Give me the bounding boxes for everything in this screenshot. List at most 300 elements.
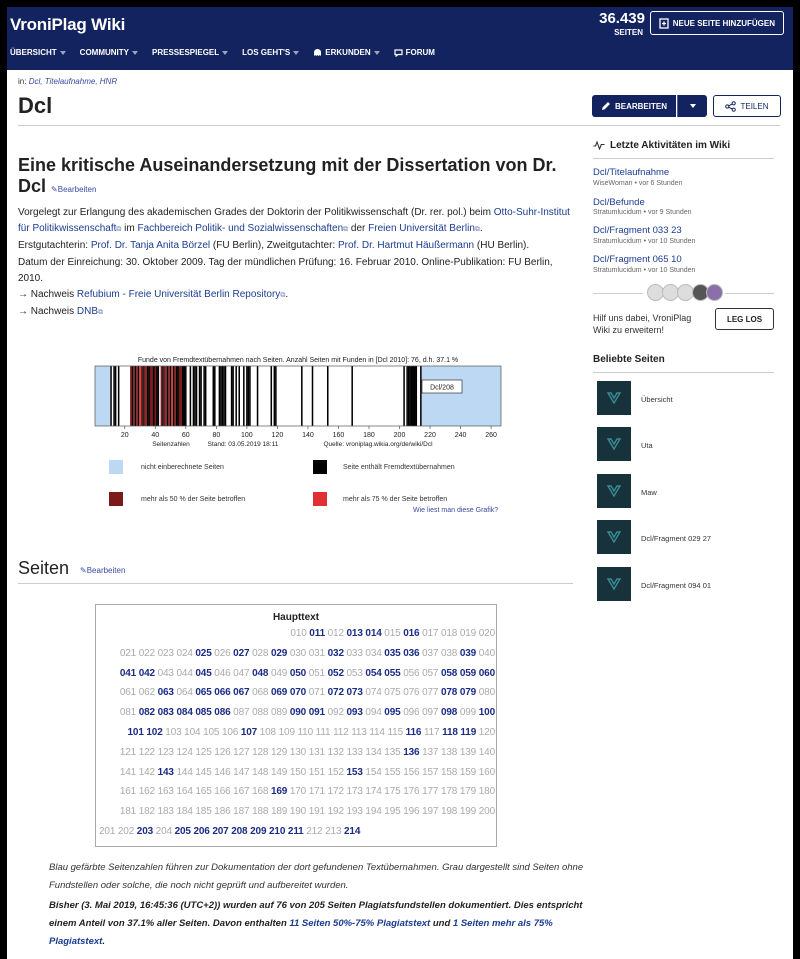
page-number-link[interactable]: 052 (327, 667, 344, 679)
page-index-row (99, 747, 495, 758)
page-number-link: 195 (384, 806, 401, 818)
page-bar-over50[interactable] (150, 366, 152, 426)
page-number-link[interactable]: 119 (460, 727, 477, 738)
page-bar-found[interactable] (182, 366, 184, 426)
page-number-link[interactable]: 032 (327, 647, 344, 659)
page-number-link: 051 (308, 667, 325, 679)
nav-forum[interactable] (394, 48, 435, 57)
page-number-link: 047 (233, 667, 250, 679)
page-number-link[interactable]: 045 (195, 667, 212, 679)
page-number-link[interactable]: 014 (365, 628, 382, 639)
page-number-link: 192 (327, 806, 344, 818)
page-bar-found[interactable] (408, 366, 410, 426)
page-bar-found[interactable] (170, 366, 172, 426)
page-bar-found[interactable] (327, 366, 329, 426)
activity-item-4[interactable]: Dcl/Fragment 065 10 (593, 254, 682, 265)
page-number-link: 187 (233, 806, 250, 818)
page-number-link[interactable]: 090 (289, 707, 307, 719)
page-number-link: 171 (308, 786, 325, 798)
page-number-link: 049 (270, 667, 288, 679)
activity-item-1[interactable]: Dcl/Titelaufnahme (593, 167, 670, 178)
page-bar-found[interactable] (135, 366, 137, 426)
page-bar-found[interactable] (199, 366, 201, 426)
page-bar-found[interactable] (118, 366, 120, 426)
page-bar-found[interactable] (184, 366, 186, 426)
page-bar-over50[interactable] (145, 366, 147, 426)
page-number-link[interactable]: 035 (384, 647, 401, 659)
page-number-link: 103 (165, 727, 182, 738)
page-number-link: 124 (176, 746, 193, 758)
page-bar-over75[interactable] (139, 366, 141, 426)
page-bar-found[interactable] (177, 366, 179, 426)
page-number-link: 181 (119, 806, 137, 818)
page-number-link: 160 (478, 766, 495, 778)
page-number-link: 182 (138, 806, 155, 818)
page-bar-found[interactable] (115, 366, 117, 426)
page-bar-found[interactable] (271, 366, 273, 426)
page-number-link: 071 (308, 687, 325, 699)
page-number-link: 197 (422, 806, 439, 818)
page-number-link: 156 (403, 766, 420, 778)
page-number-link: 126 (214, 746, 231, 758)
page-number-link[interactable]: 208 (231, 826, 248, 837)
activity-meta-1: WiseWoman • vor 6 Stunden (593, 180, 683, 187)
nav-explore[interactable] (313, 48, 379, 57)
page-number-link[interactable]: 079 (459, 687, 477, 699)
popular-thumb[interactable] (597, 520, 631, 554)
page-bar-found[interactable] (411, 366, 413, 426)
page-number-link[interactable]: 153 (346, 766, 363, 778)
page-frame (7, 7, 793, 959)
page-number-link[interactable]: 118 (442, 727, 458, 738)
activity-item-2[interactable]: Dcl/Befunde (593, 197, 645, 208)
page-number-link[interactable]: 054 (365, 667, 382, 679)
page-number-link: 131 (308, 746, 325, 758)
page-bar-found[interactable] (193, 366, 195, 426)
page-number-link[interactable]: 041 (119, 667, 137, 679)
popular-thumb[interactable] (597, 381, 631, 415)
page-count: 36.439 (599, 10, 645, 27)
page-number-link[interactable]: 116 (405, 727, 422, 738)
chevron-down-icon (690, 104, 696, 108)
page-index-row (99, 826, 495, 837)
wiki-logo[interactable]: VroniPlag Wiki (10, 15, 126, 34)
page-bar-found[interactable] (238, 366, 240, 426)
page-number-link: 030 (289, 647, 307, 659)
page-bar-found[interactable] (213, 366, 215, 426)
page-number-link: 056 (403, 667, 420, 679)
page-bar-over50[interactable] (155, 366, 157, 426)
chevron-down-icon (374, 51, 380, 55)
page-bar-found[interactable] (185, 366, 187, 426)
edit-button[interactable] (592, 95, 676, 117)
page-bar-found[interactable] (231, 366, 233, 426)
breadcrumb-links[interactable]: Dcl, Titelaufnahme, HNR (28, 77, 118, 86)
page-bar-found[interactable] (420, 366, 422, 426)
page-number-link: 176 (403, 786, 420, 798)
new-page-button[interactable] (650, 11, 784, 35)
seiten-edit-link[interactable]: ✎Bearbeiten (80, 566, 126, 575)
popular-thumb[interactable] (597, 474, 631, 508)
page-number-link: 028 (252, 647, 269, 659)
page-number-link: 053 (346, 667, 363, 679)
page-bar-over50[interactable] (151, 366, 153, 426)
page-number-link: 074 (365, 687, 382, 699)
page-number-link: 177 (422, 786, 439, 798)
page-number-link[interactable]: 100 (478, 707, 495, 719)
wiki-logo-icon (606, 390, 622, 406)
summary-text: . (102, 936, 105, 947)
chevron-down-icon (293, 51, 299, 55)
rail-divider (725, 293, 774, 294)
page-number-link[interactable]: 011 (309, 628, 325, 639)
page-bar-found[interactable] (274, 366, 276, 426)
avatar[interactable] (706, 284, 723, 301)
global-header (7, 7, 793, 70)
page-number-link[interactable]: 203 (136, 826, 154, 837)
page-number-link[interactable]: 084 (176, 707, 193, 719)
page-number-link: 152 (327, 766, 344, 778)
page-number-link[interactable]: 093 (346, 707, 363, 719)
page-number-link: 178 (440, 786, 458, 798)
page-number-link: 104 (184, 727, 201, 738)
page-number-link: 128 (252, 746, 269, 758)
page-bar-over75[interactable] (171, 366, 173, 426)
page-bar-found[interactable] (190, 366, 192, 426)
page-bar-found[interactable] (156, 366, 158, 426)
link-over75[interactable]: 1 Seiten mehr als 75% Plagiatstext (49, 918, 553, 947)
explore-icon (313, 49, 322, 57)
page-bar-found[interactable] (232, 366, 234, 426)
page-bar-found[interactable] (409, 366, 411, 426)
page-number-link: 038 (440, 647, 458, 659)
page-bar-found[interactable] (113, 366, 115, 426)
page-bar-found[interactable] (219, 366, 221, 426)
page-number-link[interactable]: 214 (344, 826, 361, 837)
article-heading (18, 155, 568, 200)
nav-los-gehts-label: LOS GEHT'S (242, 48, 291, 57)
legend-swatch-over50 (109, 492, 123, 506)
page-number-link: 149 (270, 766, 288, 778)
link-fu-berlin[interactable]: Freien Universität Berlin (368, 223, 475, 235)
page-number-link[interactable]: 082 (138, 707, 155, 719)
page-number-link[interactable]: 206 (193, 826, 210, 837)
popular-thumb[interactable] (597, 427, 631, 461)
pencil-icon (601, 101, 611, 111)
page-bar-found[interactable] (243, 366, 245, 426)
page-number-link[interactable]: 102 (146, 727, 163, 738)
page-bar-over50[interactable] (174, 366, 176, 426)
page-number-link[interactable]: 036 (403, 647, 420, 659)
page-number-link: 179 (459, 786, 477, 798)
chart-howto-link[interactable]: Wie liest man diese Grafik? (413, 507, 499, 514)
page-index-row (99, 707, 495, 718)
page-number-link: 096 (403, 707, 420, 719)
page-number-link: 138 (440, 746, 458, 758)
activity-meta-3: Stratumlucidum • vor 10 Stunden (593, 238, 696, 245)
page-number-link[interactable]: 073 (346, 687, 363, 699)
page-bar-over50[interactable] (133, 366, 135, 426)
page-bar-found[interactable] (220, 366, 222, 426)
chevron-down-icon (222, 51, 228, 55)
page-number-link: 158 (440, 766, 458, 778)
page-number-link[interactable]: 013 (346, 628, 363, 639)
chart-stand: Stand: 03.05.2019 18:11 (207, 441, 279, 448)
activity-title-text: Letzte Aktivitäten im Wiki (610, 140, 731, 151)
wiki-nav (10, 48, 435, 57)
page-number-link[interactable]: 169 (270, 786, 288, 798)
not-computed-range (95, 366, 110, 426)
page-number-link[interactable]: 060 (478, 667, 495, 679)
page-number-link: 132 (327, 746, 344, 758)
page-number-link: 125 (195, 746, 212, 758)
page-number-link: 172 (327, 786, 344, 798)
page-number-link: 123 (157, 746, 174, 758)
intro-paragraph (18, 205, 573, 321)
page-bar-over50[interactable] (161, 366, 163, 426)
page-bar-found[interactable] (203, 366, 205, 426)
popular-item-3[interactable]: Maw (641, 488, 657, 497)
page-bar-found[interactable] (222, 366, 224, 426)
page-number-link[interactable]: 016 (403, 628, 420, 639)
page-bar-found[interactable] (223, 366, 225, 426)
page-number-link[interactable]: 058 (440, 667, 458, 679)
breadcrumb-prefix: in: (18, 77, 27, 86)
intro-text: Vorgelegt zur Erlangung des akademischen Grades der Doktorin der Politikwissenschaft (Dr. rer. pol.) beim (18, 207, 494, 218)
summary-paragraph (49, 897, 589, 951)
intro-text: Erstgutachterin: (18, 240, 91, 252)
nav-pressespiegel[interactable] (152, 48, 228, 57)
page-number-link[interactable]: 085 (195, 707, 212, 719)
page-number-link: 043 (157, 667, 174, 679)
page-bar-found[interactable] (167, 366, 169, 426)
page-bar-over50[interactable] (168, 366, 170, 426)
page-bar-found[interactable] (214, 366, 216, 426)
link-boerzel[interactable]: Prof. Dr. Tanja Anita Börzel (90, 240, 211, 252)
page-bar-found[interactable] (412, 366, 414, 426)
page-number-link: 194 (365, 806, 382, 818)
page-number-link[interactable]: 055 (384, 667, 401, 679)
page-index-table (95, 604, 497, 847)
page-number-link[interactable]: 063 (157, 687, 174, 699)
page-bar-found[interactable] (132, 366, 134, 426)
page-bar-found[interactable] (110, 366, 112, 426)
page-number-link: 213 (325, 826, 342, 837)
page-bar-found[interactable] (257, 366, 259, 426)
page-number-link[interactable]: 083 (157, 707, 174, 719)
page-number-link: 077 (422, 687, 439, 699)
page-bar-found[interactable] (403, 366, 405, 426)
page-number-link[interactable]: 069 (270, 687, 288, 699)
page-bar-found[interactable] (249, 366, 251, 426)
page-number-link: 075 (384, 687, 401, 699)
page-number-link: 080 (478, 687, 495, 699)
rail-divider (593, 158, 774, 159)
page-number-link: 163 (157, 786, 174, 798)
nav-los-gehts[interactable] (242, 48, 299, 57)
page-number-link: 196 (403, 806, 420, 818)
help-text: Hilf uns dabei, VroniPlag Wiki zu erweitern! (593, 313, 692, 335)
page-bar-found[interactable] (235, 366, 237, 426)
page-bar-found[interactable] (153, 366, 155, 426)
page-number-link[interactable]: 066 (214, 687, 231, 699)
popular-title: Beliebte Seiten (593, 354, 665, 365)
page-number-link[interactable]: 205 (174, 826, 191, 837)
page-bar-found[interactable] (194, 366, 196, 426)
link-50-75[interactable]: 11 Seiten 50%-75% Plagiatstext (289, 918, 431, 929)
page-number-link[interactable]: 207 (212, 826, 229, 837)
link-refubium[interactable]: Refubium - Freie Universität Berlin Repository (76, 289, 281, 301)
seiten-heading: Seiten (18, 558, 70, 578)
popular-item-1[interactable]: Übersicht (641, 395, 673, 404)
page-bar-found[interactable] (406, 366, 408, 426)
legend-found: Seite enthält Fremdtextübernahmen (343, 464, 455, 471)
page-bar-found[interactable] (176, 366, 178, 426)
page-number-link: 141 (119, 766, 137, 778)
x-tick-label: 220 (424, 432, 436, 439)
intro-text: → Nachweis (18, 306, 77, 318)
page-number-link: 146 (214, 766, 231, 778)
page-number-link[interactable]: 210 (269, 826, 286, 837)
page-number-link[interactable]: 101 (127, 727, 144, 738)
page-bar-over50[interactable] (180, 366, 182, 426)
page-number-link[interactable]: 211 (287, 826, 304, 837)
nav-pressespiegel-label: PRESSESPIEGEL (152, 48, 220, 57)
page-number-link: 087 (233, 707, 250, 719)
nav-overview[interactable] (10, 48, 66, 57)
page-bar-found[interactable] (148, 366, 150, 426)
page-number-link: 089 (270, 707, 288, 719)
activity-item-3[interactable]: Dcl/Fragment 033 23 (593, 225, 682, 236)
page-bar-over50[interactable] (179, 366, 181, 426)
page-bar-found[interactable] (158, 366, 160, 426)
page-bar-found[interactable] (246, 366, 248, 426)
page-bar-found[interactable] (142, 366, 144, 426)
page-number-link[interactable]: 070 (289, 687, 307, 699)
page-bar-over50[interactable] (130, 366, 132, 426)
get-started-button[interactable]: LEG LOS (715, 308, 774, 330)
link-haeussermann[interactable]: Prof. Dr. Hartmut Häußermann (337, 240, 475, 252)
x-tick-label: 60 (181, 432, 190, 439)
popular-item-2[interactable]: Uta (641, 441, 653, 450)
page-number-link: 076 (403, 687, 420, 699)
page-number-link[interactable]: 027 (233, 647, 250, 659)
section-edit-link[interactable]: ✎Bearbeiten (51, 185, 97, 194)
page-bar-over50[interactable] (136, 366, 138, 426)
page-number-link: 117 (423, 727, 440, 738)
nav-community[interactable] (80, 48, 138, 57)
page-number-link: 164 (176, 786, 193, 798)
page-bar-found[interactable] (200, 366, 202, 426)
page-number-link: 015 (384, 628, 401, 639)
page-number-link[interactable]: 136 (403, 746, 420, 758)
page-index-row (99, 668, 495, 679)
page-index-row (99, 806, 495, 817)
page-number-link: 020 (478, 628, 495, 639)
page-bar-found[interactable] (351, 366, 353, 426)
page-number-link[interactable]: 067 (233, 687, 250, 699)
external-link-icon: ⧉ (98, 309, 104, 317)
page-number-link: 111 (315, 727, 331, 738)
edit-button-label: BEARBEITEN (614, 101, 667, 111)
page-number-link[interactable]: 025 (195, 647, 212, 659)
page-bar-found[interactable] (312, 366, 314, 426)
link-fachbereich[interactable]: Fachbereich Politik- und Sozialwissenschaften (137, 223, 344, 235)
page-number-link[interactable]: 059 (459, 667, 477, 679)
page-number-link: 046 (214, 667, 231, 679)
page-number-link: 017 (422, 628, 439, 639)
page-bar-over50[interactable] (164, 366, 166, 426)
page-bar-found[interactable] (416, 366, 418, 426)
x-axis-label: Seitenzahlen (152, 441, 190, 448)
link-dnb[interactable]: DNB (76, 306, 99, 318)
page-bar-over50[interactable] (141, 366, 143, 426)
intro-text: . (285, 289, 289, 301)
page-bar-found[interactable] (248, 366, 250, 426)
breadcrumb (18, 77, 117, 86)
page-bar-found[interactable] (162, 366, 164, 426)
share-button[interactable] (713, 95, 781, 117)
page-number-link: 134 (365, 746, 382, 758)
rail-divider (593, 293, 643, 294)
page-bar-found[interactable] (205, 366, 207, 426)
page-number-link: 175 (384, 786, 401, 798)
page-number-link: 019 (459, 628, 477, 639)
page-number-link: 057 (422, 667, 439, 679)
page-number-link[interactable]: 048 (252, 667, 269, 679)
x-tick-label: 40 (151, 432, 160, 439)
popular-thumb[interactable] (597, 567, 631, 601)
page-number-link[interactable]: 143 (157, 766, 174, 778)
page-number-link[interactable]: 086 (214, 707, 231, 719)
chart-marks (110, 366, 421, 426)
page-number-link[interactable]: 072 (327, 687, 344, 699)
new-page-label: NEUE SEITE HINZUFÜGEN (672, 18, 775, 28)
link-osi[interactable]: Otto-Suhr-Institut für Politikwissenschaft (18, 207, 570, 235)
page-number-link[interactable]: 039 (459, 647, 477, 659)
edit-dropdown-button[interactable] (677, 95, 707, 117)
page-bar-found[interactable] (147, 366, 149, 426)
page-number-link[interactable]: 050 (289, 667, 307, 679)
page-number-link[interactable]: 091 (308, 707, 325, 719)
page-number-link[interactable]: 095 (384, 707, 401, 719)
page-bar-found[interactable] (225, 366, 227, 426)
page-bar-over50[interactable] (165, 366, 167, 426)
page-bar-found[interactable] (138, 366, 140, 426)
page-bar-found[interactable] (301, 366, 303, 426)
page-bar-found[interactable] (173, 366, 175, 426)
popular-item-4[interactable]: Dcl/Fragment 029 27 (641, 534, 712, 543)
page-bar-found[interactable] (414, 366, 416, 426)
popular-item-5[interactable]: Dcl/Fragment 094 01 (641, 581, 712, 590)
x-tick-label: 100 (241, 432, 253, 439)
page-number-link: 026 (214, 647, 231, 659)
page-number-link[interactable]: 065 (195, 687, 212, 699)
page-number-link[interactable]: 042 (138, 667, 155, 679)
page-number-link[interactable]: 098 (440, 707, 458, 719)
page-number-link: 159 (459, 766, 477, 778)
page-bar-over50[interactable] (144, 366, 146, 426)
page-number-link[interactable]: 107 (240, 727, 258, 738)
page-number-link[interactable]: 029 (270, 647, 288, 659)
nav-overview-label: ÜBERSICHT (10, 48, 57, 57)
page-bar-found[interactable] (275, 366, 277, 426)
page-number-link[interactable]: 209 (250, 826, 267, 837)
external-link-icon: ⧉ (116, 226, 122, 234)
page-bar-found[interactable] (196, 366, 198, 426)
page-number-link: 189 (270, 806, 288, 818)
page-number-link[interactable]: 078 (440, 687, 458, 699)
